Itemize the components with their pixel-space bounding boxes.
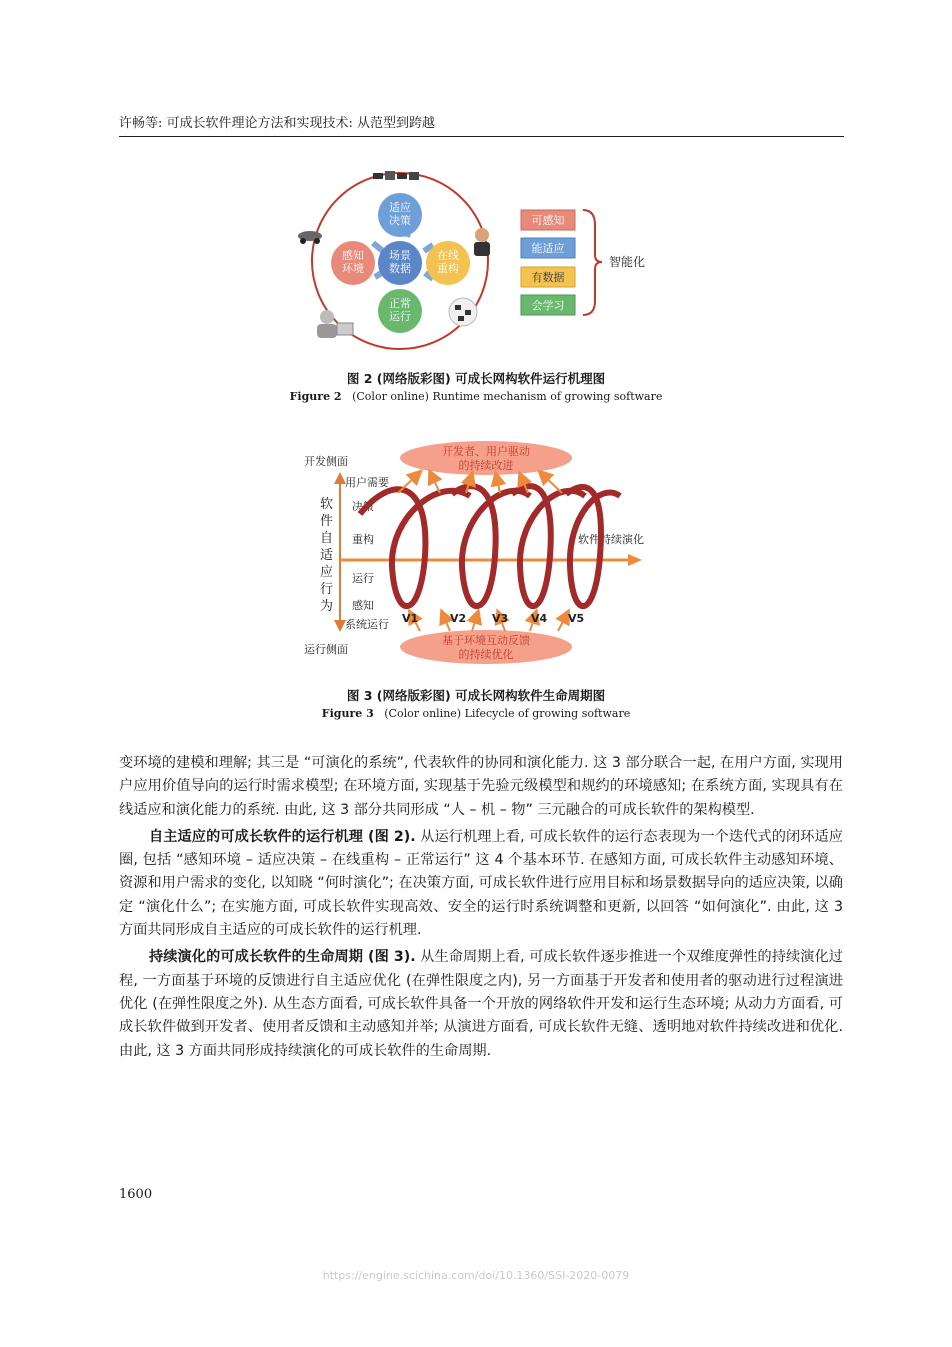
svg-text:行: 行: [320, 582, 334, 597]
svg-text:适: 适: [320, 548, 334, 563]
page-number: 1600: [119, 1187, 153, 1202]
top-ellipse: [400, 441, 572, 475]
svg-text:场景: 场景: [389, 249, 411, 262]
version-label: V2: [450, 612, 467, 625]
svg-text:数据: 数据: [389, 262, 411, 275]
node-normal-run: [378, 289, 422, 333]
svg-text:应: 应: [320, 565, 334, 580]
svg-text:用户需要: 用户需要: [345, 476, 389, 489]
figure-3-lifecycle: [300, 436, 660, 666]
svg-text:重构: 重构: [437, 262, 459, 275]
brace: [583, 210, 602, 315]
running-header: 许畅等: 可成长软件理论方法和实现技术: 从范型到跨越: [119, 116, 436, 131]
figure-2-caption-zh: 图 2 (网络版彩图) 可成长网构软件运行机理图: [346, 371, 606, 386]
tag-label: 能适应: [531, 242, 565, 255]
node-scenario-data: [378, 241, 422, 285]
version-label: V1: [402, 612, 419, 625]
brace-label: 智能化: [609, 255, 646, 269]
user-icon: [474, 228, 490, 256]
body-text: [119, 752, 843, 1067]
version-label: V4: [531, 612, 548, 625]
vertical-axis-label: [320, 497, 333, 614]
car-icon: [298, 231, 322, 244]
svg-text:运行: 运行: [389, 310, 411, 323]
network-devices-icon: [449, 298, 477, 326]
version-label: V5: [568, 612, 585, 625]
svg-text:决策: 决策: [352, 500, 374, 513]
tag-adaptable: [521, 238, 575, 258]
version-label: V3: [492, 612, 509, 625]
svg-text:为: 为: [320, 599, 334, 614]
svg-text:适应: 适应: [389, 201, 411, 214]
evolution-spiral: [360, 486, 620, 606]
svg-text:基于环境互动反馈: 基于环境互动反馈: [442, 634, 530, 647]
svg-text:决策: 决策: [389, 214, 411, 227]
figure-3-caption-en: Figure 3 (Color online) Lifecycle of growing software: [321, 707, 631, 720]
paragraph-2: 自主适应的可成长软件的运行机理 (图 2). 从运行机理上看, 可成长软件的运行态表现为一个迭代式的闭环适应圈, 包括 “感知环境 – 适应决策 – 在线重构 – 正常运行” 这 4 个基本环节. 在感知方面, 可成长软件主动感知环境、资源和用户需求的变化, 以知晓 “何时演化”; 在决策方面, 可成长软件进行应用目标和场景数据导向的适应决策, 以确定 “演化什么”; 在实施方面, 可成长软件实现高效、安全的运行时系统调整和更新, 以回答 “如何演化”. 由此, 这 3 方面共同形成自主适应的可成长软件的运行机理.: [119, 828, 843, 939]
svg-text:感知: 感知: [352, 599, 374, 612]
level-labels: [345, 475, 389, 631]
tag-has-data: [521, 267, 575, 287]
node-adapt-decision: [378, 193, 422, 237]
svg-text:正常: 正常: [389, 297, 411, 310]
svg-text:自: 自: [320, 531, 334, 546]
version-labels: [402, 612, 584, 625]
tag-label: 会学习: [531, 299, 565, 312]
svg-text:环境: 环境: [342, 262, 364, 275]
footer-url: https://engine.scichina.com/doi/10.1360/SSI-2020-0079: [322, 1269, 630, 1282]
svg-text:运行: 运行: [352, 572, 374, 585]
tag-can-learn: [521, 295, 575, 315]
figure-3-caption-zh: 图 3 (网络版彩图) 可成长网构软件生命周期图: [346, 688, 606, 703]
svg-text:软: 软: [320, 497, 334, 512]
svg-text:重构: 重构: [352, 533, 374, 546]
node-sense-env: [331, 241, 375, 285]
tag-label: 有数据: [531, 271, 565, 284]
bottom-ellipse: [400, 630, 572, 664]
figure-2-runtime-mechanism: [295, 165, 665, 355]
svg-text:件: 件: [320, 514, 334, 529]
svg-text:的持续优化: 的持续优化: [458, 648, 514, 661]
tag-perceivable: [521, 210, 575, 230]
laptop-user-icon: [317, 310, 353, 338]
svg-text:感知: 感知: [342, 249, 364, 262]
svg-text:的持续改进: 的持续改进: [458, 459, 514, 472]
run-side-label: 运行侧面: [304, 643, 348, 656]
evolution-axis-label: 软件持续演化: [578, 533, 644, 546]
dev-side-label: 开发侧面: [304, 455, 348, 468]
node-online-reconfig: [426, 241, 470, 285]
paragraph-3: 持续演化的可成长软件的生命周期 (图 3). 从生命周期上看, 可成长软件逐步推进一个双维度弹性的持续演化过程, 一方面基于环境的反馈进行自主适应优化 (在弹性限度之内), 另一方面基于开发者和使用者的驱动进行过程演进优化 (在弹性限度之外). 从生态方面看, 可成长软件具备一个开放的网络软件开发和运行生态环境; 从动力方面看, 可成长软件做到开发者、使用者反馈和主动感知并举; 从演进方面看, 可成长软件无缝、透明地对软件持续改进和优化. 由此, 这 3 方面共同形成持续演化的可成长软件的生命周期.: [119, 949, 843, 1059]
svg-text:开发者、用户驱动: 开发者、用户驱动: [442, 445, 530, 458]
svg-text:在线: 在线: [437, 249, 459, 262]
paragraph-1: 变环境的建模和理解; 其三是 “可演化的系统”, 代表软件的协同和演化能力. 这 3 部分联合一起, 在用户方面, 实现用户应用价值导向的运行时需求模型; 在环境方面, 实现基于先验元级模型和规约的环境感知; 在系统方面, 实现具有在线适应和演化能力的系统. 由此, 这 3 部分共同形成 “人 – 机 – 物” 三元融合的可成长软件的架构模型.: [119, 755, 843, 818]
tag-label: 可感知: [531, 214, 565, 227]
svg-text:系统运行: 系统运行: [345, 618, 389, 631]
header-rule: [119, 136, 844, 137]
figure-2-caption-en: Figure 2 (Color online) Runtime mechanism of growing software: [289, 390, 663, 403]
